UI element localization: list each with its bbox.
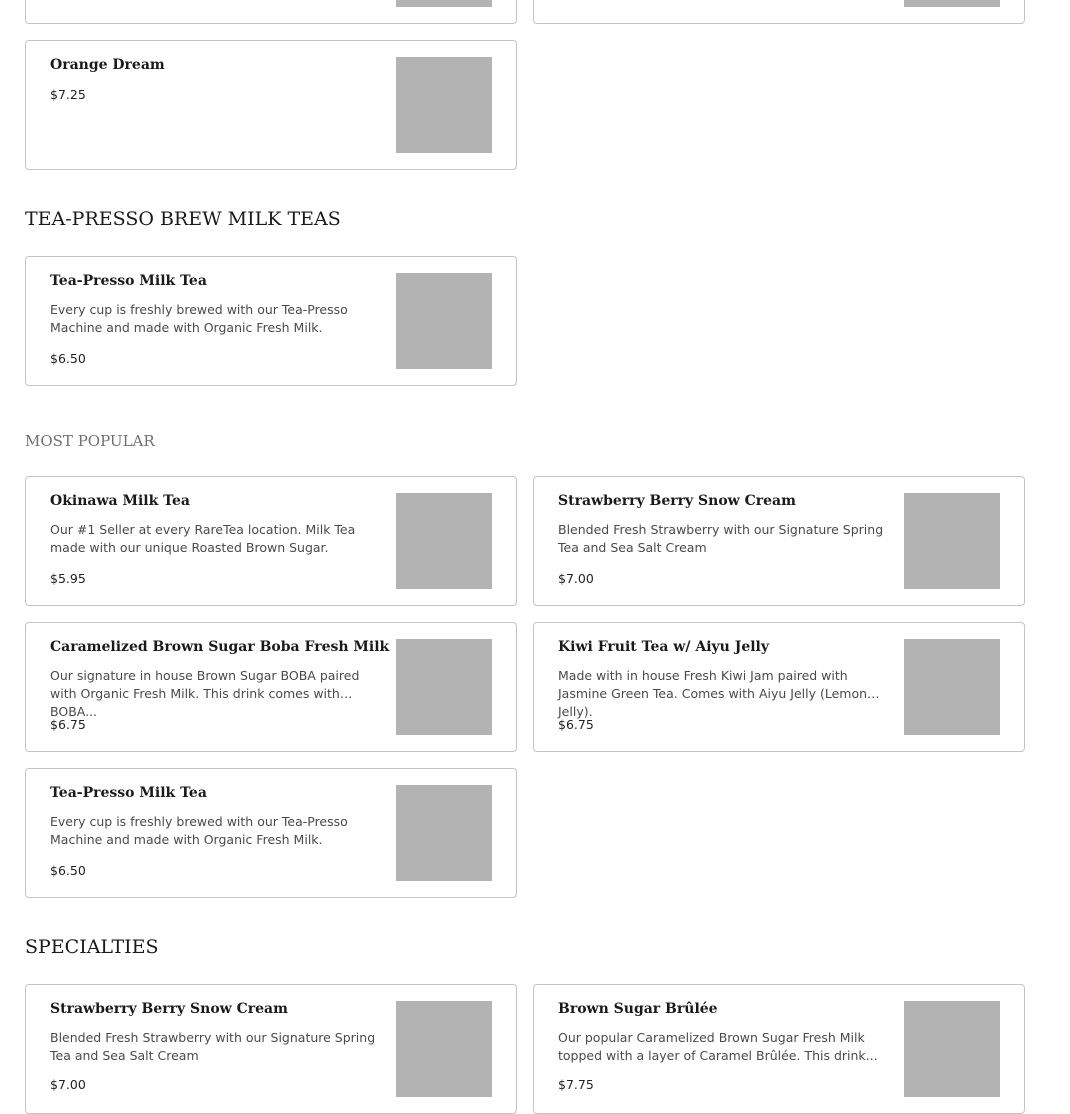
item-name: Strawberry Berry Snow Cream bbox=[558, 493, 796, 509]
menu-item-card[interactable] bbox=[533, 476, 1025, 606]
item-price: $6.50 bbox=[50, 863, 86, 878]
item-image-placeholder bbox=[396, 639, 492, 735]
menu-item-card[interactable] bbox=[25, 0, 517, 24]
section-title-specialties: SPECIALTIES bbox=[25, 936, 159, 958]
section-title-tea-presso: TEA-PRESSO BREW MILK TEAS bbox=[25, 208, 341, 230]
item-description: Our #1 Seller at every RareTea location. Milk Tea made with our unique Roasted Brown Sugar. bbox=[50, 522, 356, 555]
item-price: $6.75 bbox=[558, 717, 594, 732]
item-image-placeholder bbox=[904, 639, 1000, 735]
item-name: Orange Dream bbox=[50, 57, 165, 73]
item-name: Caramelized Brown Sugar Boba Fresh Milk bbox=[50, 639, 390, 655]
item-description: Every cup is freshly brewed with our Tea-Presso Machine and made with Organic Fresh Milk. bbox=[50, 814, 348, 847]
menu-item-card[interactable] bbox=[533, 622, 1025, 752]
item-image-placeholder bbox=[904, 1001, 1000, 1097]
menu-item-card[interactable] bbox=[533, 984, 1025, 1114]
item-price: $6.75 bbox=[50, 717, 86, 732]
item-price: $6.50 bbox=[50, 351, 86, 366]
item-image-placeholder bbox=[396, 57, 492, 153]
item-name: Brown Sugar Brûlée bbox=[558, 1001, 718, 1017]
item-image-placeholder bbox=[904, 493, 1000, 589]
item-name: Tea-Presso Milk Tea bbox=[50, 785, 207, 801]
item-name: Kiwi Fruit Tea w/ Aiyu Jelly bbox=[558, 639, 770, 655]
item-description: Our signature in house Brown Sugar BOBA paired with Organic Fresh Milk. This drink comes with BOBA... bbox=[50, 668, 360, 719]
item-name: Tea-Presso Milk Tea bbox=[50, 273, 207, 289]
menu-item-card[interactable] bbox=[25, 984, 517, 1114]
item-name: Okinawa Milk Tea bbox=[50, 493, 190, 509]
menu-item-card[interactable] bbox=[25, 476, 517, 606]
item-description: Every cup is freshly brewed with our Tea-Presso Machine and made with Organic Fresh Milk. bbox=[50, 302, 348, 335]
item-price: $7.00 bbox=[558, 571, 594, 586]
menu-item-card[interactable] bbox=[533, 0, 1025, 24]
item-image-placeholder bbox=[396, 493, 492, 589]
item-name: Strawberry Berry Snow Cream bbox=[50, 1001, 288, 1017]
item-image-placeholder bbox=[396, 1001, 492, 1097]
item-price: $7.25 bbox=[50, 87, 86, 102]
item-image-placeholder bbox=[396, 785, 492, 881]
menu-item-card[interactable] bbox=[25, 622, 517, 752]
item-price: $7.00 bbox=[50, 1077, 86, 1092]
item-price: $5.95 bbox=[50, 571, 86, 586]
menu-item-card-orange-dream[interactable] bbox=[25, 40, 517, 170]
item-image-placeholder bbox=[904, 0, 1000, 7]
item-description: Blended Fresh Strawberry with our Signature Spring Tea and Sea Salt Cream bbox=[558, 522, 884, 555]
item-price: $7.75 bbox=[558, 1077, 594, 1092]
item-image-placeholder bbox=[396, 273, 492, 369]
menu-item-card[interactable] bbox=[25, 768, 517, 898]
item-description: Blended Fresh Strawberry with our Signature Spring Tea and Sea Salt Cream bbox=[50, 1030, 376, 1063]
section-title-most-popular: MOST POPULAR bbox=[25, 432, 155, 450]
item-description: Made with in house Fresh Kiwi Jam paired with Jasmine Green Tea. Comes with Aiyu Jelly (Lemon Jelly). bbox=[558, 668, 868, 719]
item-image-placeholder bbox=[396, 0, 492, 7]
item-description: Our popular Caramelized Brown Sugar Fresh Milk topped with a layer of Caramel Brûlée. This drink... bbox=[558, 1030, 878, 1063]
menu-item-card[interactable] bbox=[25, 256, 517, 386]
